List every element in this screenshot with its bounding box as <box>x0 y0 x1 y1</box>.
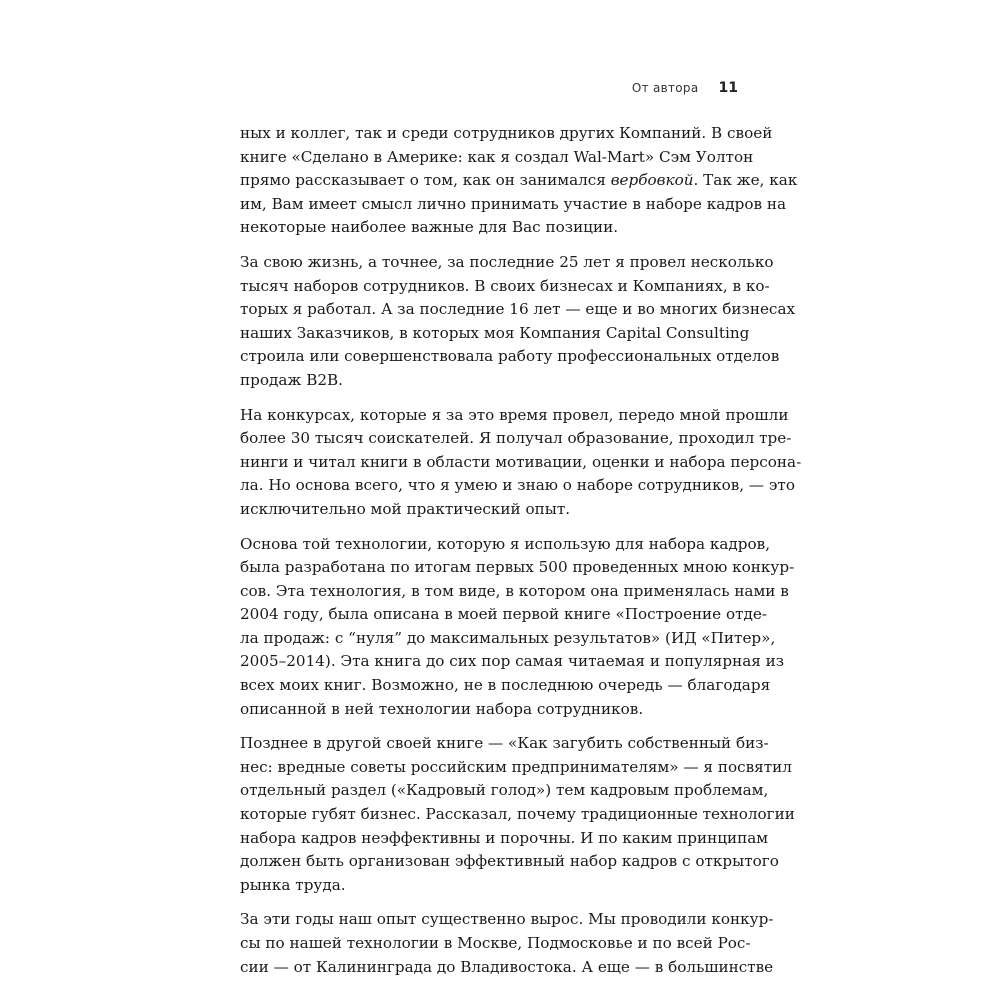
paragraph <box>240 251 796 393</box>
text-line <box>240 580 789 604</box>
text-run: тысяч наборов сотрудников. В своих бизнесах и Компаниях, в ко- <box>240 276 770 295</box>
text-line <box>240 169 798 193</box>
text-run: ных и коллег, так и среди сотрудников других Компаний. В своей <box>240 124 773 142</box>
text-run: более 30 тысяч соискателей. Я получал образование, проходил тре- <box>240 429 792 448</box>
text-run: книге «Сделано в Америке: как я создал Wal-Mart» Сэм Уолтон <box>240 147 754 166</box>
text-run: Позднее в другой своей книге — «Как загубить собственный биз- <box>240 734 769 753</box>
text-run: 2005–2014). Эта книга до сих пор самая читаемая и популярная из <box>240 652 785 671</box>
text-run: 2004 году, была описана в моей первой книге «Построение отде- <box>240 605 768 624</box>
text-line <box>240 451 802 475</box>
text-line <box>240 803 795 827</box>
text-line <box>240 251 774 275</box>
paragraph <box>240 732 795 897</box>
text-line <box>240 874 739 898</box>
text-line <box>240 369 739 393</box>
text-line <box>240 193 787 217</box>
text-run: ла продаж: с “нуля” до максимальных результатов» (ИД «Питер», <box>240 628 776 647</box>
text-run: всех моих книг. Возможно, не в последнюю очередь — благодаря <box>240 676 771 695</box>
text-line <box>240 298 796 322</box>
text-run: За эти годы наш опыт существенно вырос. Мы проводили конкур- <box>240 910 774 929</box>
text-line <box>240 956 774 980</box>
text-line <box>240 603 768 627</box>
text-run: сы по нашей технологии в Москве, Подмосковье и по всей Рос- <box>240 934 751 952</box>
text-run: прямо рассказывает о том, как он занимался <box>240 171 611 190</box>
text-line <box>240 908 774 932</box>
text-line <box>240 850 779 874</box>
text-line <box>240 122 773 146</box>
text-run: сов. Эта технология, в том виде, в котором она применялась нами в <box>240 581 789 600</box>
text-run: На конкурсах, которые я за это время провел, передо мной прошли <box>240 405 789 424</box>
text-line <box>240 627 776 651</box>
text-line <box>240 404 789 428</box>
text-run: которые губят бизнес. Рассказал, почему традиционные технологии <box>240 805 795 824</box>
text-line <box>240 932 751 956</box>
text-line <box>240 650 785 674</box>
paragraph <box>240 122 798 240</box>
text-run: рынка труда. <box>240 875 346 894</box>
text-run: им, Вам имеет смысл лично принимать участие в наборе кадров на <box>240 194 787 213</box>
text-run: должен быть организован эффективный набор кадров с открытого <box>240 852 779 871</box>
text-line <box>240 756 792 780</box>
body-text <box>240 122 802 990</box>
text-run: продаж B2B. <box>240 370 344 389</box>
text-line <box>240 146 754 170</box>
text-line <box>240 827 769 851</box>
text-run: некоторые наиболее важные для Вас позиции. <box>240 218 619 237</box>
italic-word: вербовкой <box>610 171 694 190</box>
text-line <box>240 322 750 346</box>
text-line <box>240 698 739 722</box>
running-header <box>632 80 738 96</box>
text-line <box>240 533 771 557</box>
text-run: была разработана по итогам первых 500 проведенных мною конкур- <box>240 558 795 577</box>
text-run: сии — от Калининграда до Владивостока. А еще — в большинстве <box>240 957 774 976</box>
text-line <box>240 732 769 756</box>
text-line <box>240 674 771 698</box>
text-line <box>240 216 739 240</box>
text-line <box>240 474 795 498</box>
text-run: торых я работал. А за последние 16 лет — еще и во многих бизнесах <box>240 300 796 319</box>
text-line <box>240 275 770 299</box>
paragraph <box>240 404 802 522</box>
text-run: исключительно мой практический опыт. <box>240 499 571 518</box>
text-run: описанной в ней технологии набора сотрудников. <box>240 699 644 718</box>
page-number: 11 <box>718 80 738 96</box>
text-run: нес: вредные советы российским предпринимателям» — я посвятил <box>240 757 792 776</box>
text-run: . Так же, как <box>693 171 798 190</box>
text-run: отдельный раздел («Кадровый голод») тем кадровым проблемам, <box>240 781 769 800</box>
text-line <box>240 345 780 369</box>
text-line <box>240 779 769 803</box>
text-run: наших Заказчиков, в которых моя Компания Capital Consulting <box>240 323 750 342</box>
text-run: Основа той технологии, которую я использую для набора кадров, <box>240 534 771 553</box>
text-run: строила или совершенствовала работу профессиональных отделов <box>240 347 780 366</box>
section-title: От автора <box>631 81 699 95</box>
text-line <box>240 498 739 522</box>
paragraph <box>240 533 795 722</box>
text-line <box>240 427 792 451</box>
text-line <box>240 556 795 580</box>
text-run: ла. Но основа всего, что я умею и знаю о наборе сотрудников, — это <box>240 476 795 495</box>
text-run: За свою жизнь, а точнее, за последние 25 лет я провел несколько <box>240 252 774 271</box>
text-run: нинги и читал книги в области мотивации, оценки и набора персона- <box>240 452 802 471</box>
text-run: набора кадров неэффективны и порочны. И по каким принципам <box>240 828 769 847</box>
paragraph <box>240 908 774 979</box>
